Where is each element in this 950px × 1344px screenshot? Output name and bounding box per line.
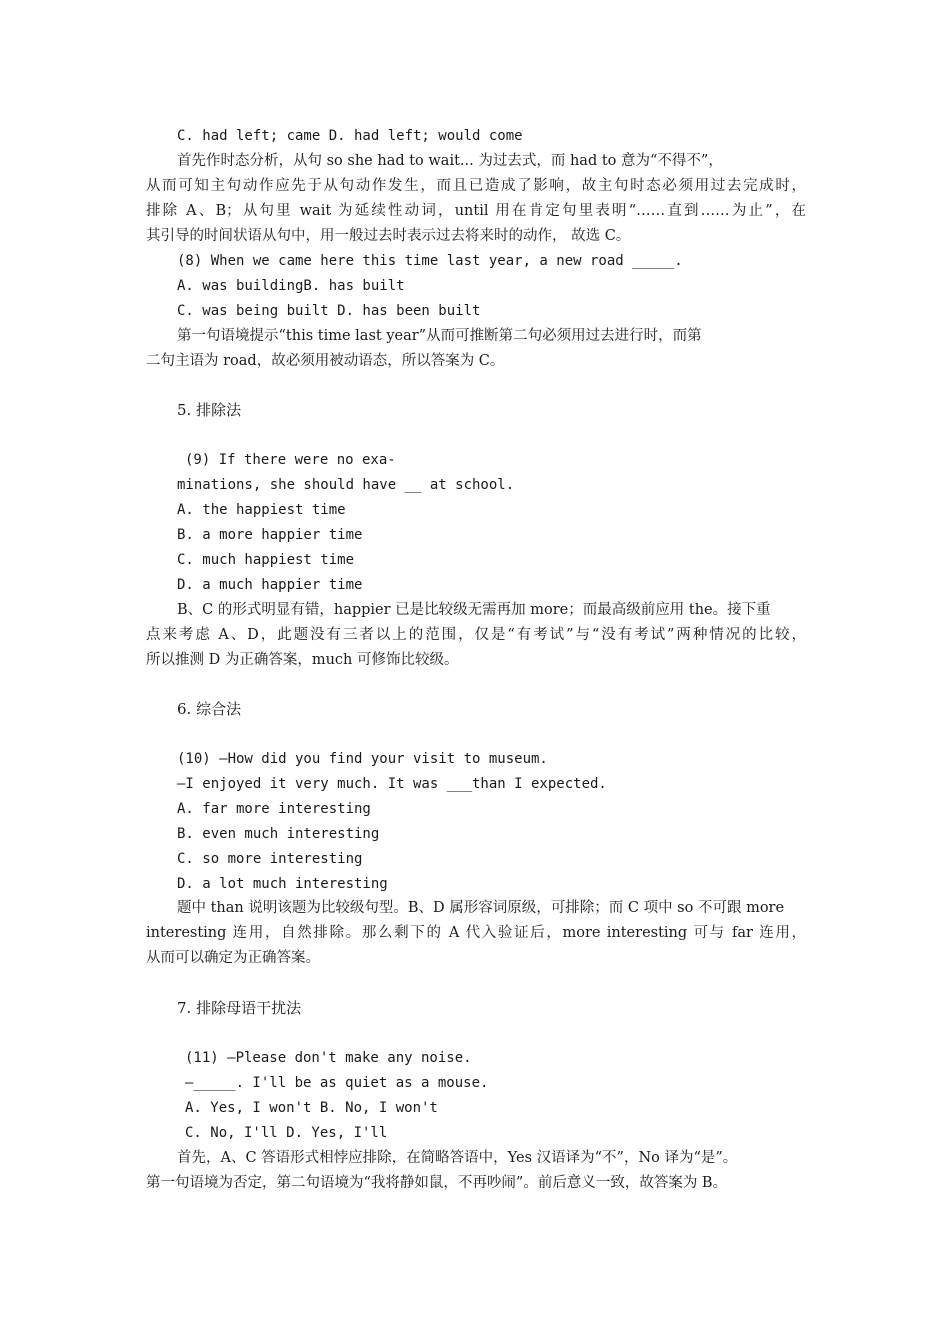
- explanation-line: 首先，A、C 答语形式相悖应排除，在简略答语中，Yes 汉语译为“不”，No 译为“是”。: [177, 1150, 738, 1166]
- option-c: C. much happiest time: [177, 552, 355, 568]
- option-line: A. Yes, I won't B. No, I won't: [185, 1100, 438, 1116]
- option-b: B. a more happier time: [177, 527, 363, 543]
- question-11: (11) —Please don't make any noise.: [185, 1050, 472, 1066]
- explanation-line: 从而可知主句动作应先于从句动作发生，而且已造成了影响，故主句时态必须用过去完成时，: [146, 178, 806, 194]
- question-10-reply: —I enjoyed it very much. It was ___than I expected.: [177, 776, 607, 792]
- explanation-line: 第一句语境提示“this time last year”从而可推断第二句必须用过去进行时，而第: [177, 328, 702, 344]
- section-heading-5: 5. 排除法: [177, 401, 242, 419]
- explanation-line: 其引导的时间状语从句中，用一般过去时表示过去将来时的动作， 故选 C。: [146, 228, 631, 244]
- section-heading-6: 6. 综合法: [177, 700, 242, 718]
- explanation-line: 题中 than 说明该题为比较级句型。B、D 属形容词原级，可排除；而 C 项中 so 不可跟 more: [177, 900, 785, 916]
- option-b: B. even much interesting: [177, 826, 380, 842]
- explanation-line: 第一句语境为否定，第二句语境为“我将静如鼠，不再吵闹”。前后意义一致，故答案为 B。: [146, 1175, 728, 1191]
- explanation-line: 点来考虑 A、D，此题没有三者以上的范围，仅是“有考试”与“没有考试”两种情况的比较，: [146, 627, 806, 643]
- option-d: D. a much happier time: [177, 577, 363, 593]
- question-11-reply: —_____. I'll be as quiet as a mouse.: [185, 1075, 489, 1091]
- option-a: A. far more interesting: [177, 801, 371, 817]
- question-9: (9) If there were no exa-: [185, 452, 396, 468]
- option-line: C. was being built D. has been built: [177, 303, 481, 319]
- explanation-line: 二句主语为 road，故必须用被动语态，所以答案为 C。: [146, 353, 505, 369]
- explanation-line: 从而可以确定为正确答案。: [146, 950, 320, 966]
- option-line-c-d: C. had left; came D. had left; would come: [177, 128, 523, 144]
- option-line: A. was buildingB. has built: [177, 278, 405, 294]
- option-c: C. so more interesting: [177, 851, 363, 867]
- explanation-line: B、C 的形式明显有错，happier 已是比较级无需再加 more；而最高级前应用 the。接下重: [177, 602, 771, 618]
- section-heading-7: 7. 排除母语干扰法: [177, 999, 302, 1017]
- option-a: A. the happiest time: [177, 502, 346, 518]
- option-line: C. No, I'll D. Yes, I'll: [185, 1125, 388, 1141]
- explanation-line: 首先作时态分析，从句 so she had to wait... 为过去式，而 had to 意为“不得不”，: [177, 153, 723, 169]
- question-9-continued: minations, she should have __ at school.: [177, 477, 515, 493]
- option-d: D. a lot much interesting: [177, 876, 388, 892]
- explanation-line: 排除 A、B；从句里 wait 为延续性动词，until 用在肯定句里表明“……直到……为止”，在: [146, 203, 806, 219]
- explanation-line: 所以推测 D 为正确答案，much 可修饰比较级。: [146, 652, 459, 668]
- explanation-line: interesting 连用，自然排除。那么剩下的 A 代入验证后，more interesting 可与 far 连用，: [146, 925, 806, 941]
- question-8: (8) When we came here this time last year, a new road _____.: [177, 253, 683, 269]
- question-10: (10) —How did you find your visit to museum.: [177, 751, 548, 767]
